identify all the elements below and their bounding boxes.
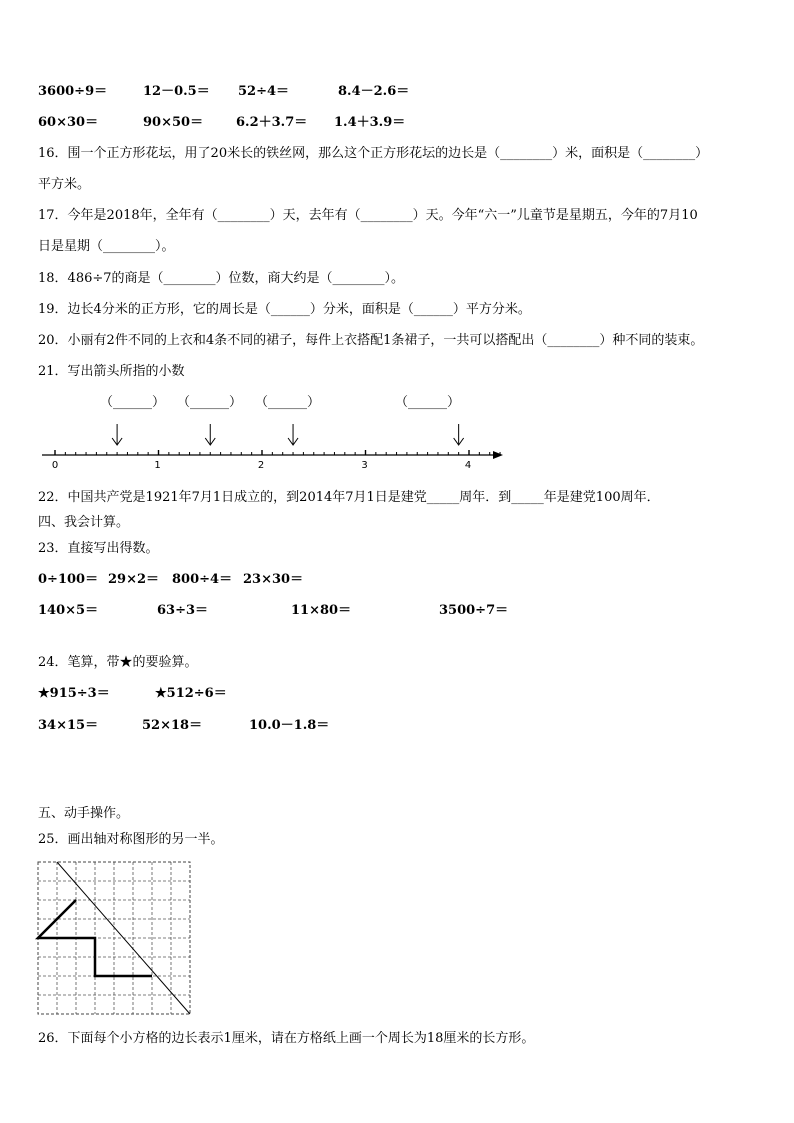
q25-title: 25．画出轴对称图形的另一半。 <box>38 832 224 847</box>
calc-0-div-100: 0÷100＝ <box>38 572 99 587</box>
calc-52-times-18: 52×18＝ <box>142 718 203 733</box>
calc-11-times-80: 11×80＝ <box>291 603 352 618</box>
calc-915-div-3: ★915÷3＝ <box>38 686 110 701</box>
calc-63-div-3: 63÷3＝ <box>157 603 209 618</box>
tick-label-2: 2 <box>257 460 265 471</box>
calc-90-times-50: 90×50＝ <box>143 115 204 130</box>
calc-34-times-15: 34×15＝ <box>38 718 99 733</box>
calc-10.0-minus-1.8: 10.0－1.8＝ <box>249 718 330 733</box>
tick-label-3: 3 <box>361 460 368 471</box>
calc-1.4-plus-3.9: 1.4＋3.9＝ <box>334 115 406 130</box>
calc-512-div-6: ★512÷6＝ <box>155 686 227 701</box>
q17-line1: 17．今年是2018年，全年有（________）天，去年有（________）天。今年“六一”儿童节是星期五，今年的7月10 <box>38 208 698 223</box>
tick-label-4: 4 <box>464 460 472 471</box>
q21-blank-2: （______） <box>177 395 243 410</box>
q20: 20．小丽有2件不同的上衣和4条不同的裙子，每件上衣搭配1条裙子，一共可以搭配出（________）种不同的装束。 <box>38 333 704 348</box>
q16-line2: 平方米。 <box>38 177 91 192</box>
calc-29-times-2: 29×2＝ <box>108 572 160 587</box>
q21-blank-1: （______） <box>100 395 166 410</box>
calc-800-div-4: 800÷4＝ <box>172 572 233 587</box>
q19: 19．边长4分米的正方形，它的周长是（______）分米，面积是（______）平方分米。 <box>38 302 531 317</box>
calc-8.4-minus-2.6: 8.4－2.6＝ <box>338 84 410 99</box>
q21-title: 21．写出箭头所指的小数 <box>38 364 185 379</box>
q17-line2: 日是星期（________）。 <box>38 239 175 254</box>
section-5-heading: 五、动手操作。 <box>38 806 130 821</box>
calc-140-times-5: 140×5＝ <box>38 603 99 618</box>
q24-title: 24．笔算，带★的要验算。 <box>38 655 198 670</box>
q23-title: 23．直接写出得数。 <box>38 541 159 556</box>
q21-blank-3: （______） <box>255 395 321 410</box>
calc-3600-div-9: 3600÷9＝ <box>38 84 108 99</box>
q22: 22．中国共产党是1921年7月1日成立的，到2014年7月1日是建党_____周年．到_____年是建党100周年． <box>38 490 660 505</box>
calc-6.2-plus-3.7: 6.2＋3.7＝ <box>236 115 308 130</box>
calc-3500-div-7: 3500÷7＝ <box>439 603 509 618</box>
q21-blank-4: （______） <box>395 395 461 410</box>
q16-line1: 16．围一个正方形花坛，用了20米长的铁丝网，那么这个正方形花坛的边长是（________）米，面积是（________） <box>38 146 709 161</box>
q26: 26．下面每个小方格的边长表示1厘米，请在方格纸上画一个周长为18厘米的长方形。 <box>38 1031 535 1046</box>
calc-23-times-30: 23×30＝ <box>243 572 304 587</box>
calc-60-times-30: 60×30＝ <box>38 115 99 130</box>
calc-52-div-4: 52÷4＝ <box>238 84 290 99</box>
tick-label-1: 1 <box>154 460 161 471</box>
q18: 18．486÷7的商是（________）位数，商大约是（________）。 <box>38 271 405 286</box>
tick-label-0: 0 <box>51 460 59 471</box>
calc-12-minus-0.5: 12－0.5＝ <box>143 84 210 99</box>
section-4-heading: 四、我会计算。 <box>38 515 130 530</box>
